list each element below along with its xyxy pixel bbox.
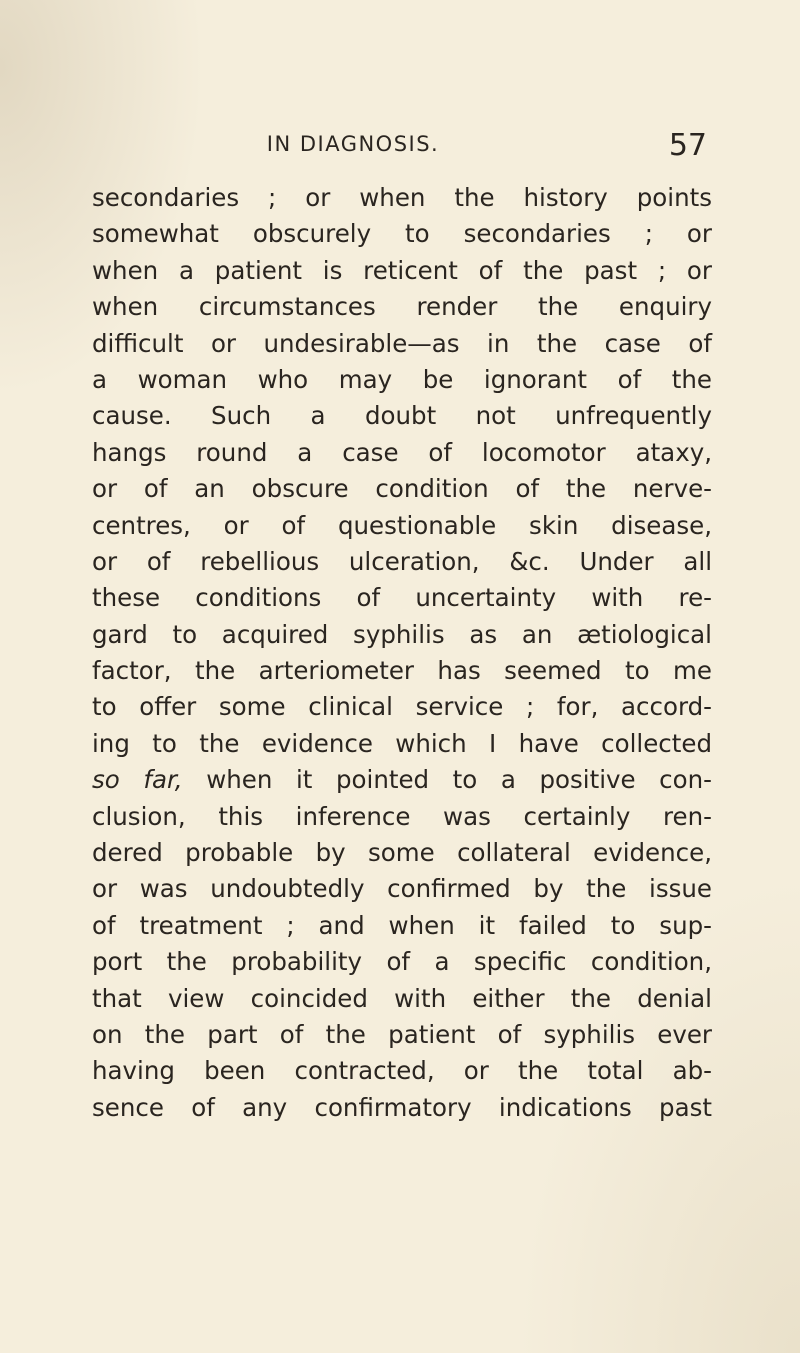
text-line: sence of any confirmatory indications past <box>92 1092 712 1122</box>
text-line: centres, or of questionable skin disease, <box>92 510 712 540</box>
text-line: a woman who may be ignorant of the <box>92 364 712 394</box>
text-line: difficult or undesirable—as in the case of <box>92 328 712 358</box>
page-number: 57 <box>668 128 707 163</box>
running-head: IN DIAGNOSIS. <box>266 132 440 156</box>
text-line: that view coincided with either the denial <box>92 983 712 1013</box>
text-line: somewhat obscurely to secondaries ; or <box>92 219 712 249</box>
text-fragment: when it pointed to a positive con- <box>182 765 712 795</box>
page-header <box>0 128 800 168</box>
text-line: these conditions of uncertainty with re- <box>92 583 712 613</box>
text-line: ing to the evidence which I have collected <box>92 728 712 758</box>
text-line: port the probability of a specific condition, <box>92 947 712 977</box>
text-line: secondaries ; or when the history points <box>92 183 712 212</box>
text-line: or of rebellious ulceration, &c. Under all <box>92 546 712 576</box>
text-line: clusion, this inference was certainly ren- <box>92 801 712 831</box>
text-line: hangs round a case of locomotor ataxy, <box>92 437 712 467</box>
body-text <box>92 180 712 1126</box>
text-line: on the part of the patient of syphilis ever <box>92 1019 712 1049</box>
text-line: having been contracted, or the total ab- <box>92 1056 712 1086</box>
text-line: when a patient is reticent of the past ; or <box>92 255 712 285</box>
text-line: to offer some clinical service ; for, accord- <box>92 692 712 722</box>
text-line: of treatment ; and when it failed to sup- <box>92 910 712 940</box>
text-line: factor, the arteriometer has seemed to me <box>92 656 712 686</box>
italic-phrase: so far, <box>92 765 183 795</box>
text-line: gard to acquired syphilis as an ætiological <box>92 619 712 649</box>
text-line: or was undoubtedly confirmed by the issue <box>92 874 712 904</box>
text-line: dered probable by some collateral evidence, <box>92 838 712 868</box>
text-line: cause. Such a doubt not unfrequently <box>92 401 712 431</box>
text-line-italic-start <box>92 762 712 798</box>
text-line: when circumstances render the enquiry <box>92 292 712 322</box>
text-line: or of an obscure condition of the nerve- <box>92 474 712 504</box>
